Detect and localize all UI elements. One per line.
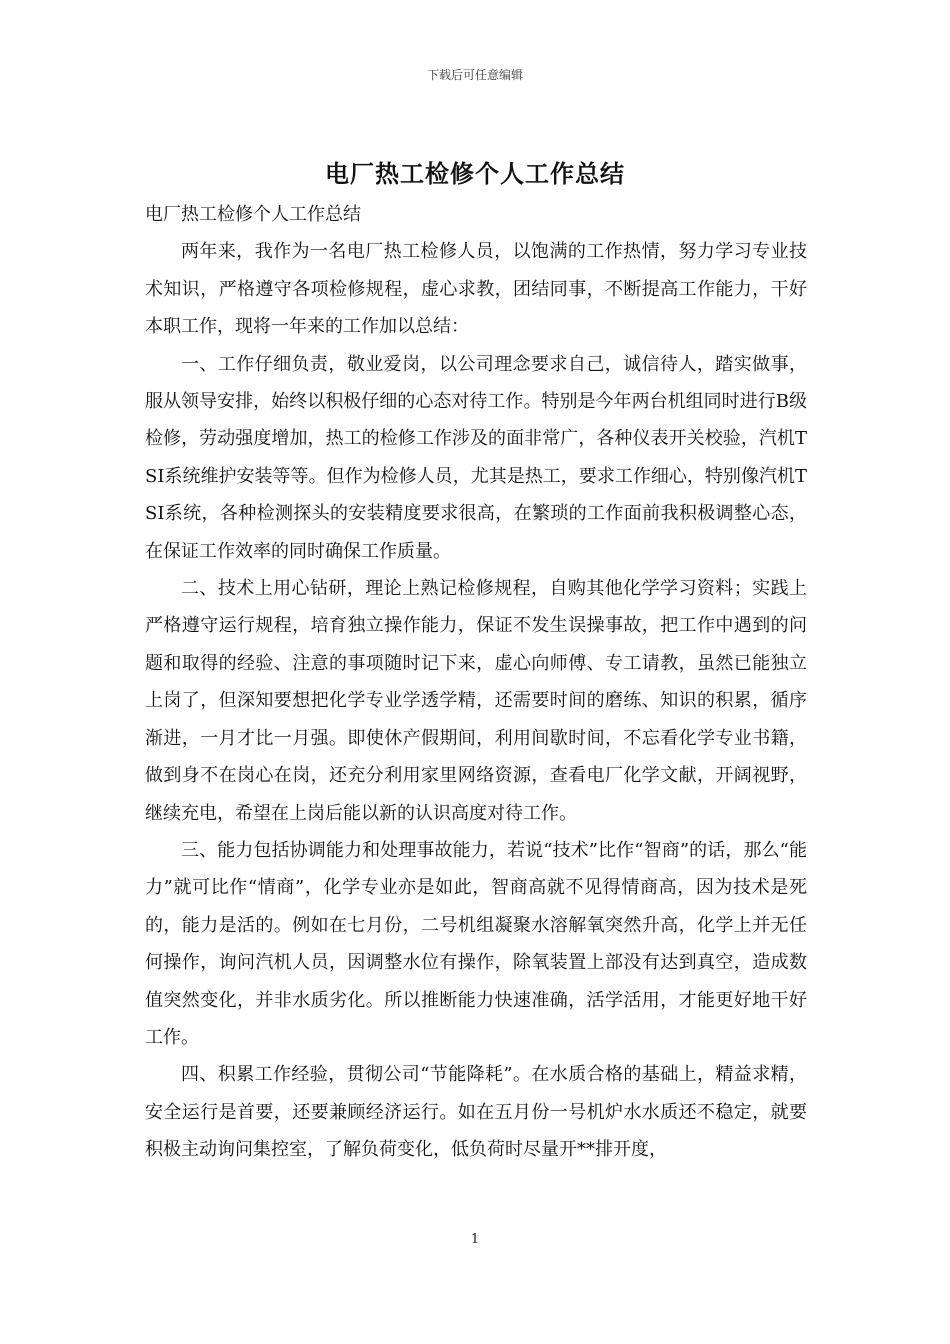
- paragraph-section-1: 一、工作仔细负责，敬业爱岗，以公司理念要求自己，诚信待人，踏实做事，服从领导安排，始终以积极仔细的心态对待工作。特别是今年两台机组同时进行B级检修，劳动强度增加，热工的检修工作涉及的面非常广，各种仪表开关校验，汽机TSI系统维护安装等等。但作为检修人员，尤其是热工，要求工作细心，特别像汽机TSI系统，各种检测探头的安装精度要求很高，在繁琐的工作面前我积极调整心态，在保证工作效率的同时确保工作质量。: [145, 353, 807, 562]
- paragraph-section-2: 二、技术上用心钻研，理论上熟记检修规程，自购其他化学学习资料；实践上严格遵守运行规程，培育独立操作能力，保证不发生误操事故，把工作中遇到的问题和取得的经验、注意的事项随时记下来，虚心向师傅、专工请教，虽然已能独立上岗了，但深知要想把化学专业学透学精，还需要时间的磨练、知识的积累，循序渐进，一月才比一月强。即使休产假期间，利用间歇时间，不忘看化学专业书籍，做到身不在岗心在岗，还充分利用家里网络资源，查看电厂化学文献，开阔视野，继续充电，希望在上岗后能以新的认识高度对待工作。: [145, 578, 807, 824]
- paragraph-intro: 两年来，我作为一名电厂热工检修人员，以饱满的工作热情，努力学习专业技术知识，严格遵守各项检修规程，虚心求教，团结同事，不断提高工作能力，干好本职工作，现将一年来的工作加以总结：: [145, 241, 807, 338]
- document-title: 电厂热工检修个人工作总结: [325, 160, 625, 188]
- paragraph-section-3: 三、能力包括协调能力和处理事故能力，若说“技术”比作“智商”的话，那么“能力”就可比作“情商”，化学专业亦是如此，智商高就不见得情商高，因为技术是死的，能力是活的。例如在七月份，二号机组凝聚水溶解氧突然升高，化学上并无任何操作，询问汽机人员，因调整水位有操作，除氧装置上部没有达到真空，造成数值突然变化，并非水质劣化。所以推断能力快速准确，活学活用，才能更好地干好工作。: [145, 839, 807, 1048]
- document-body: [145, 196, 807, 1169]
- paragraph-section-4: 四、积累工作经验，贯彻公司“节能降耗”。在水质合格的基础上，精益求精，安全运行是首要，还要兼顾经济运行。如在五月份一号机炉水水质还不稳定，就要积极主动询问集控室，了解负荷变化，低负荷时尽量开**排开度，: [145, 1064, 807, 1161]
- header-note: 下载后可任意编辑: [426, 68, 523, 82]
- page-number: 1: [470, 1232, 480, 1247]
- document-subtitle: 电厂热工检修个人工作总结: [145, 204, 361, 225]
